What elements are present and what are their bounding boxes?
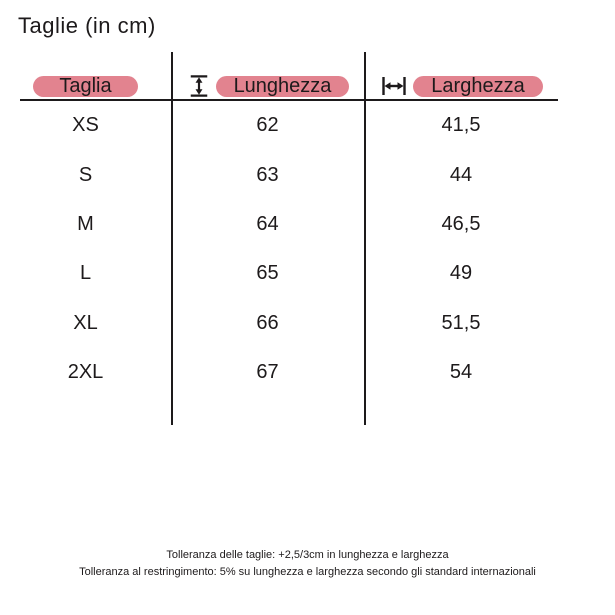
tolerance-notes	[0, 547, 615, 581]
length-cell: 62	[256, 114, 279, 137]
length-cell: 63	[256, 163, 279, 186]
header-larghezza	[366, 74, 558, 98]
width-cell: 49	[449, 262, 473, 285]
horizontal-double-arrow-icon	[381, 75, 407, 97]
page-title: Taglie (in cm)	[18, 13, 156, 38]
lunghezza-highlight-pill	[216, 76, 350, 97]
tolerance-note-2: Tolleranza al restringimento: 5% su lunghezza e larghezza secondo gli standard internazionali	[79, 566, 536, 578]
header-taglia	[0, 74, 171, 98]
width-cell: 54	[449, 361, 473, 384]
size-cell: L	[79, 262, 92, 285]
tolerance-note-1: Tolleranza delle taglie: +2,5/3cm in lunghezza e larghezza	[166, 549, 449, 561]
width-cell: 41,5	[441, 114, 481, 137]
size-cell: XS	[72, 114, 99, 137]
size-cell: 2XL	[67, 361, 104, 384]
size-cell: XL	[73, 311, 98, 334]
width-cell: 46,5	[441, 212, 481, 235]
lunghezza-header-label: Lunghezza	[233, 74, 332, 97]
taglia-highlight-pill	[33, 76, 137, 97]
length-cell: 65	[256, 262, 279, 285]
vertical-double-arrow-icon	[188, 73, 210, 99]
size-cell: S	[78, 163, 93, 186]
length-cell: 67	[256, 361, 279, 384]
larghezza-header-label: Larghezza	[431, 74, 525, 97]
header-lunghezza	[173, 74, 364, 98]
width-cell: 51,5	[441, 311, 481, 334]
length-cell: 66	[256, 311, 279, 334]
size-table	[0, 101, 558, 397]
width-cell: 44	[449, 163, 473, 186]
size-cell: M	[77, 212, 94, 235]
taglia-header-label: Taglia	[59, 74, 112, 97]
larghezza-highlight-pill	[413, 76, 542, 97]
length-cell: 64	[256, 212, 279, 235]
